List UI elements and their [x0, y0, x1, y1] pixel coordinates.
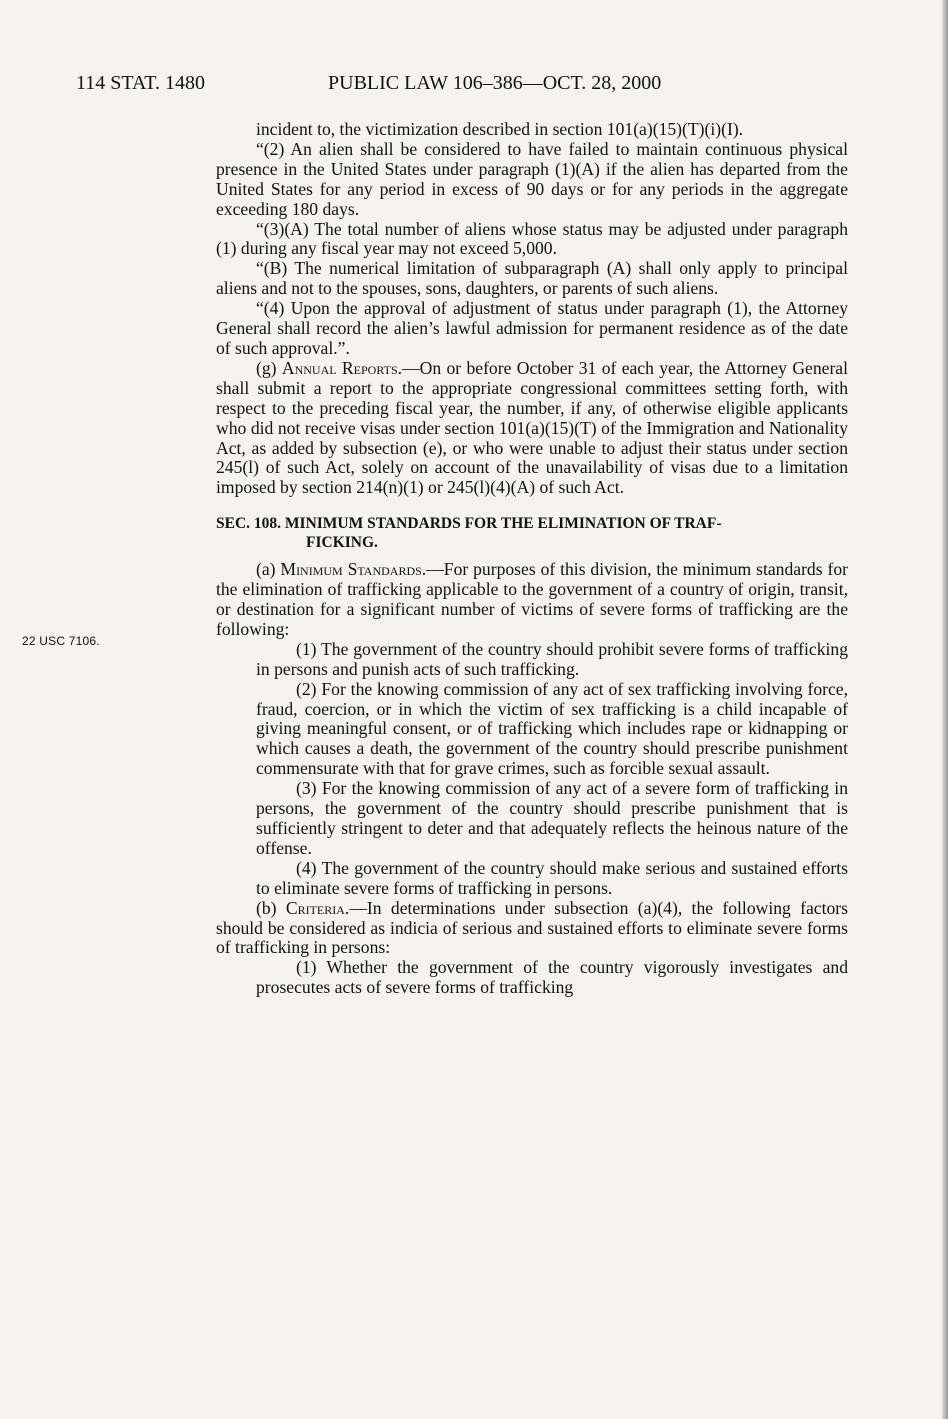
public-law-title: PUBLIC LAW 106–386—OCT. 28, 2000 [328, 72, 662, 94]
subsection-g-heading: Annual Reports [281, 357, 398, 378]
subsection-b-text: .—In determinations under subsection (a)(4), the following factors should be considered as indicia of serious and sustained efforts to eliminate severe forms of trafficking in persons: [216, 897, 849, 958]
paragraph-3b: “(B) The numerical limitation of subparagraph (A) shall only apply to principal aliens and not to the spouses, sons, daughters, or parents of such aliens. [216, 258, 848, 299]
subsection-a [216, 560, 848, 640]
paragraph-g [216, 359, 848, 498]
item-a4: (4) The government of the country should make serious and sustained efforts to eliminate severe forms of trafficking in persons. [256, 857, 848, 898]
paragraph-continuation: incident to, the victimization described in section 101(a)(15)(T)(i)(I). [256, 119, 744, 139]
subsection-b-heading: Criteria [285, 897, 345, 918]
paragraph-4: “(4) Upon the approval of adjustment of status under paragraph (1), the Attorney General shall record the alien’s lawful admission for permanent residence as of the date of such approval.”. [216, 298, 848, 358]
paragraph-3a: “(3)(A) The total number of aliens whose status may be adjusted under paragraph (1) during any fiscal year may not exceed 5,000. [216, 218, 848, 259]
stat-citation: 114 STAT. 1480 [76, 72, 205, 94]
page-edge-shadow [942, 0, 948, 1419]
subsection-g-text: .—On or before October 31 of each year, the Attorney General shall submit a report to the appropriate congressional committees setting forth, with respect to the preceding fiscal year, the number, if any, of otherwise eligible applicants who did not receive visas under section 101(a)(15)(T) of the Immigration and Nationality Act, as added by subsection (e), or who were unable to adjust their status under section 245(l) of such Act, solely on account of the unavailability of visas due to a limitation imposed by section 214(n)(1) or 245(l)(4)(A) of such Act. [216, 357, 848, 498]
item-a3: (3) For the knowing commission of any act of a severe form of trafficking in persons, the government of the country should prescribe punishment that is sufficiently stringent to deter and that adequately reflects the heinous nature of the offense. [256, 778, 848, 858]
subsection-a-text: .—For purposes of this division, the minimum standards for the elimination of trafficking applicable to the government of a country of origin, transit, or destination for a significant number of victims of severe forms of trafficking are the following: [216, 559, 848, 639]
item-b1: (1) Whether the government of the country vigorously investigates and prosecutes acts of severe forms of trafficking [256, 957, 848, 998]
subsection-a-heading: Minimum Standards [280, 559, 422, 580]
section-heading [216, 514, 848, 552]
margin-citation: 22 USC 7106. [22, 634, 100, 648]
section-heading-line1: SEC. 108. MINIMUM STANDARDS FOR THE ELIMINATION OF TRAF- [216, 515, 722, 533]
item-a2: (2) For the knowing commission of any act of sex trafficking involving force, fraud, coercion, or in which the victim of sex trafficking is a child incapable of giving meaningful consent, or of trafficking which includes rape or kidnapping or which causes a death, the government of the country should prescribe punishment commensurate with that for grave crimes, such as forcible sexual assault. [256, 678, 848, 779]
subsection-b-label: (b) [256, 897, 286, 918]
document-body [216, 120, 848, 998]
subsection-a-label: (a) [256, 559, 281, 580]
section-heading-line2: FICKING. [306, 534, 378, 552]
subsection-b [216, 899, 848, 959]
subsection-g-label: (g) [256, 357, 282, 378]
item-a1: (1) The government of the country should prohibit severe forms of trafficking in persons and punish acts of such trafficking. [256, 638, 848, 679]
paragraph-2: “(2) An alien shall be considered to have failed to maintain continuous physical presence in the United States under paragraph (1)(A) if the alien has departed from the United States for any period in excess of 90 days or for any periods in the aggregate exceeding 180 days. [216, 138, 848, 219]
